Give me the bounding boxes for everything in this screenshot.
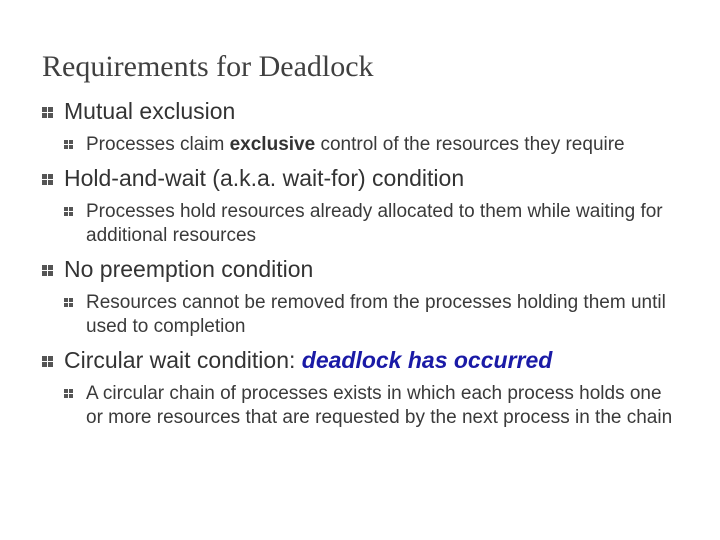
sub-text: A circular chain of processes exists in which each process holds one or more resources that are requested by the next process in the chain	[86, 383, 673, 428]
sub-bullet-no-preemption	[0, 291, 720, 339]
bullet-label: No preemption condition	[64, 256, 314, 282]
sub-text: Resources cannot be removed from the processes holding them until used to completion	[86, 292, 666, 337]
square-grid-bullet-icon	[42, 174, 53, 185]
slide-title: Requirements for Deadlock	[42, 50, 374, 83]
bullet-label-before: Circular wait condition:	[64, 347, 302, 373]
square-grid-bullet-icon	[64, 207, 73, 216]
sub-bullet-hold-and-wait	[0, 200, 720, 248]
bullet-label: Hold-and-wait (a.k.a. wait-for) condition	[64, 165, 465, 191]
square-grid-bullet-icon	[42, 107, 53, 118]
square-grid-bullet-icon	[64, 140, 73, 149]
bullet-item-hold-and-wait	[0, 165, 720, 192]
bullet-list	[0, 98, 720, 438]
square-grid-bullet-icon	[64, 389, 73, 398]
bullet-label: Mutual exclusion	[64, 98, 236, 124]
square-grid-bullet-icon	[42, 356, 53, 367]
sub-text-after: control of the resources they require	[315, 134, 625, 155]
bullet-item-no-preemption	[0, 256, 720, 283]
sub-bullet-mutual-exclusion	[0, 133, 720, 157]
bullet-item-circular-wait	[0, 347, 720, 374]
square-grid-bullet-icon	[64, 298, 73, 307]
sub-text: Processes hold resources already allocated to them while waiting for additional resources	[86, 201, 663, 246]
deadlock-highlight: deadlock has occurred	[301, 347, 553, 373]
sub-bullet-circular-wait	[0, 382, 720, 430]
bullet-item-mutual-exclusion	[0, 98, 720, 125]
sub-text-emphasis: exclusive	[229, 134, 316, 155]
sub-text-before: Processes claim	[86, 134, 230, 155]
square-grid-bullet-icon	[42, 265, 53, 276]
